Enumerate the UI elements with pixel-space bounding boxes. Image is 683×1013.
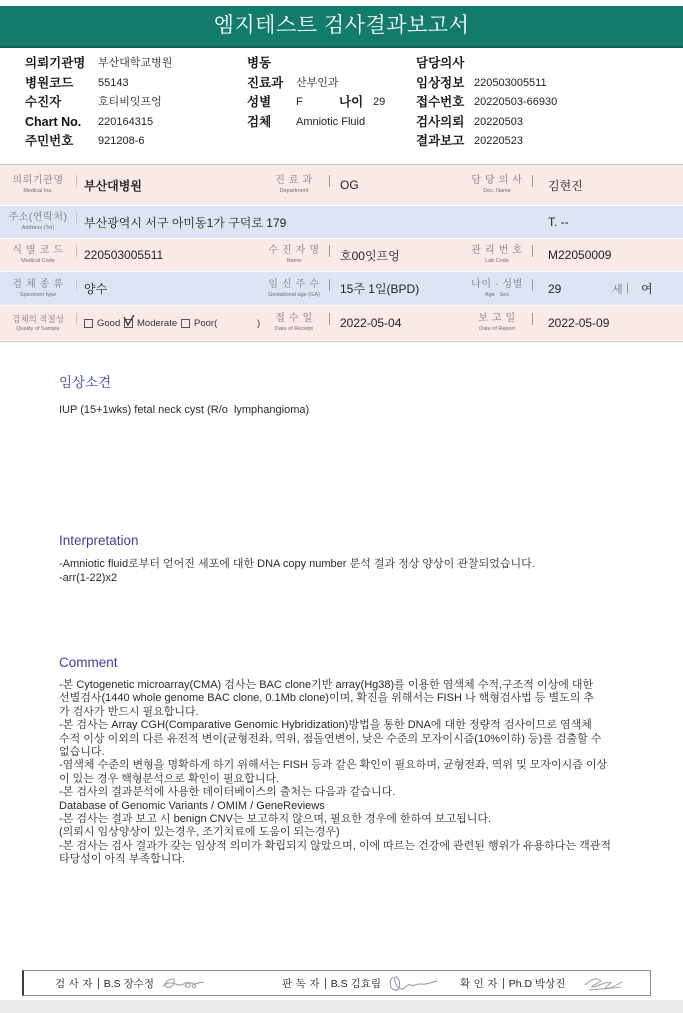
comment-line: -본 검사는 결과 보고 시 benign CNV는 보고하지 않으며, 필요한 경우에 한하여 보고됩니다. <box>59 813 492 826</box>
comment-line: 없습니다. <box>59 746 105 759</box>
poor-close-paren: ) <box>257 317 261 329</box>
medical-code-label-en: Medical Code <box>21 258 55 264</box>
requesting-institution-label: 의뢰기관명 <box>25 56 86 70</box>
medical-code-label <box>2 239 74 271</box>
receipt-date-label-en: Date of Receipt <box>275 326 313 332</box>
signoff-separator <box>503 978 504 989</box>
specimen-label: 검체 <box>247 114 272 129</box>
reader-role: 판 독 자 <box>282 977 320 990</box>
address-label-ko: 주소(연락처) <box>8 212 68 223</box>
doctor-label <box>465 165 529 205</box>
specimen-type-label-en: Specimen type <box>19 291 57 298</box>
institution-label-en: Medical Ins. <box>23 188 53 194</box>
department-label: 진료과 <box>247 75 284 90</box>
confirmer-name: Ph.D 박상진 <box>508 977 566 990</box>
age-sex-label-ko: 나이 · 성별 <box>471 278 523 290</box>
report-date-table-label <box>465 306 529 340</box>
label-separator <box>532 245 533 257</box>
medical-code-label-ko: 식 별 코 드 <box>12 245 64 256</box>
quality-option-poor <box>181 306 217 340</box>
quality-option-moderate <box>124 306 177 340</box>
age-value: 29 <box>373 96 386 108</box>
good-label: Good <box>97 317 121 329</box>
poor-checkbox <box>181 319 190 328</box>
report-date-value: 20220523 <box>474 135 523 147</box>
poor-label: Poor( <box>194 317 218 329</box>
label-separator <box>76 279 77 291</box>
specimen-value: Amniotic Fluid <box>296 115 366 128</box>
report-date-label-ko: 보 고 일 <box>478 313 516 324</box>
label-separator <box>532 279 533 291</box>
label-separator <box>76 175 77 187</box>
institution-value: 부산대병원 <box>84 178 142 193</box>
age-sex-label <box>465 272 529 305</box>
institution-label <box>2 165 74 205</box>
age-unit: 세 <box>612 283 623 296</box>
chart-no-value: 220164315 <box>98 115 154 128</box>
comment-line: (의뢰시 임상양상이 있는경우, 조기치료에 도움이 되는경우) <box>59 826 340 839</box>
label-separator <box>329 313 330 325</box>
info-row-codes <box>0 239 683 271</box>
department-table-value: OG <box>340 178 359 192</box>
examiner-role: 검 사 자 <box>55 977 93 990</box>
label-separator <box>532 175 533 187</box>
comment-line: 가 검사가 반드시 필요합니다. <box>59 705 199 718</box>
label-separator <box>76 245 77 257</box>
interpretation-line: -Amniotic fluid로부터 얻어진 세포에 대한 DNA copy number 분석 결과 정상 양상이 관찰되었습니다. <box>59 558 535 570</box>
request-date-label: 검사의뢰 <box>416 114 465 129</box>
sex-label: 성별 <box>247 95 272 109</box>
physician-label: 담당의사 <box>416 56 465 70</box>
clinical-findings-text <box>59 403 674 417</box>
report-date-label-en: Date of Report <box>479 326 515 332</box>
comment-line: -본 검사는 검사 결과가 갖는 임상적 의미가 확립되지 않았으며, 이에 따르는 건강에 관련된 행위가 유용하다는 객관적 <box>59 839 611 852</box>
hospital-code-label: 병원코드 <box>25 75 74 90</box>
label-separator <box>76 313 77 325</box>
report-title: 엠지테스트 검사결과보고서 <box>213 14 470 37</box>
receipt-date-value: 2022-05-04 <box>340 316 402 330</box>
signoff-separator <box>98 978 99 989</box>
signoff-separator <box>325 978 326 989</box>
label-separator <box>329 279 330 291</box>
gestational-age-label-ko: 임 신 주 수 <box>268 278 320 290</box>
interpretation-heading: Interpretation <box>59 533 139 548</box>
medical-code-value: 220503005511 <box>84 248 164 262</box>
department-table-label <box>262 165 326 205</box>
reader-signature <box>387 973 439 993</box>
label-separator <box>532 313 533 325</box>
info-row-institution <box>0 165 683 205</box>
address-value: 부산광역시 서구 아미동1가 구덕로 179 <box>84 215 287 230</box>
department-value: 산부인과 <box>296 76 339 89</box>
label-separator <box>76 212 77 224</box>
gestational-age-label <box>262 272 326 305</box>
patient-value: 호티비잇프엉 <box>98 96 162 108</box>
resident-no-value: 921208-6 <box>98 135 145 147</box>
lab-code-label <box>465 239 529 271</box>
comment-heading: Comment <box>59 655 118 670</box>
comment-line: 타당성이 아직 부족합니다. <box>59 853 186 866</box>
page-bottom-band <box>0 1000 683 1013</box>
age-sex-label-en: Age · Sex <box>484 291 510 298</box>
signoff-bar <box>22 970 651 996</box>
reader-name: B.S 김효림 <box>330 977 382 990</box>
confirmer-role: 확 인 자 <box>460 977 498 990</box>
divider <box>0 341 683 342</box>
address-label <box>2 206 74 238</box>
examiner-signoff <box>55 971 206 995</box>
clinical-findings-heading: 임상소견 <box>59 375 112 390</box>
examiner-name: B.S 장수정 <box>103 977 155 990</box>
examiner-signature <box>160 973 206 993</box>
gestational-age-label-en: Gestational age (GA) <box>268 291 320 298</box>
reader-signoff <box>282 971 439 995</box>
report-date-label: 결과보고 <box>416 134 465 148</box>
quality-label-en: Quality of Sample <box>16 326 60 332</box>
clinical-info-label: 임상정보 <box>416 75 465 90</box>
age-label: 나이 <box>339 95 364 109</box>
confirmer-signature <box>581 973 625 993</box>
label-separator <box>329 175 330 187</box>
comment-line: 수적 이상 이외의 다른 유전적 변이(균형전좌, 역위, 점돌연변이, 낮은 수준의 모자이시즘(10%이하) 등)를 검출할 수 <box>59 732 602 745</box>
comment-line: 이 있는 경우 핵형분석으로 확인이 필요합니다. <box>59 772 280 785</box>
moderate-checkbox <box>124 319 133 328</box>
comment-line: 선별검사(1440 whole genome BAC clone, 0.1Mb clone)이며, 확진을 위해서는 FISH 나 핵형검사법 등 별도의 추 <box>59 692 595 705</box>
department-label-en: Department <box>279 188 309 194</box>
info-row-specimen <box>0 272 683 305</box>
ward-label: 병동 <box>247 56 272 70</box>
hospital-code-value: 55143 <box>98 76 129 89</box>
good-checkbox <box>84 319 93 328</box>
doctor-value: 김현진 <box>548 178 583 193</box>
chart-no-label: Chart No. <box>25 114 82 129</box>
receipt-date-label <box>262 306 326 340</box>
comment-line: -염색체 수준의 변형을 명확하게 하기 위해서는 FISH 등과 같은 확인이 필요하며, 균형전좌, 역위 및 모자이시즘 이상 <box>59 759 608 772</box>
specimen-type-label <box>2 272 74 305</box>
clinical-info-value: 220503005511 <box>474 76 547 89</box>
comment-line: -본 Cytogenetic microarray(CMA) 검사는 BAC clone기반 array(Hg38)를 이용한 염색체 수적,구조적 이상에 대한 <box>59 679 594 691</box>
label-separator <box>329 245 330 257</box>
receipt-no-value: 20220503-66930 <box>474 96 558 108</box>
name-value: 호00잇프엉 <box>340 248 400 263</box>
interpretation-line: -arr(1-22)x2 <box>59 572 118 584</box>
tel-value: T. -- <box>548 215 569 229</box>
info-row-address <box>0 206 683 238</box>
age-sex-separator <box>627 283 628 294</box>
comment-text <box>59 679 674 867</box>
lab-code-label-ko: 관 리 번 호 <box>471 245 523 256</box>
specimen-type-value: 양수 <box>84 282 108 296</box>
age-value: 29 <box>548 281 562 296</box>
report-title-bar <box>0 6 683 48</box>
patient-label: 수진자 <box>25 95 62 109</box>
quality-option-good <box>84 306 120 340</box>
comment-line: Database of Genomic Variants / OMIM / GeneReviews <box>59 799 325 812</box>
clinical-findings-line: IUP (15+1wks) fetal neck cyst (R/o lymphangioma) <box>59 404 310 416</box>
moderate-label: Moderate <box>137 317 178 329</box>
address-label-en: Address (Tel) <box>21 225 55 231</box>
receipt-date-label-ko: 접 수 일 <box>275 313 313 324</box>
receipt-no-label: 접수번호 <box>416 95 465 109</box>
doctor-label-ko: 담 당 의 사 <box>471 175 523 186</box>
confirmer-signoff <box>460 971 625 995</box>
name-label-ko: 수 진 자 명 <box>268 245 320 256</box>
name-label <box>262 239 326 271</box>
lab-code-label-en: Lab Code <box>485 258 509 264</box>
resident-no-label: 주민번호 <box>25 134 74 148</box>
report-date-table-value: 2022-05-09 <box>548 316 610 330</box>
quality-label-ko: 검체의 적절성 <box>12 314 64 324</box>
interpretation-text <box>59 557 674 585</box>
department-label-ko: 진 료 과 <box>275 175 313 186</box>
sex-table-value: 여 <box>641 282 653 296</box>
comment-line: -본 검사는 Array CGH(Comparative Genomic Hybridization)방법을 통한 DNA에 대한 정량적 검사이므로 염색체 <box>59 719 592 732</box>
requesting-institution-value: 부산대학교병원 <box>98 57 173 69</box>
specimen-type-label-ko: 검 체 종 류 <box>12 278 64 290</box>
sex-value: F <box>296 96 303 108</box>
quality-label <box>2 306 74 340</box>
name-label-en: Name <box>286 258 302 264</box>
gestational-age-value: 15주 1일(BPD) <box>340 282 420 296</box>
request-date-value: 20220503 <box>474 115 523 128</box>
doctor-label-en: Doc. Name <box>483 188 511 194</box>
institution-label-ko: 의뢰기관명 <box>12 175 64 186</box>
comment-line: -본 검사의 결과분석에 사용한 데이터베이스의 출처는 다음과 같습니다. <box>59 786 396 799</box>
lab-code-value: M22050009 <box>548 248 612 262</box>
info-row-quality <box>0 306 683 340</box>
